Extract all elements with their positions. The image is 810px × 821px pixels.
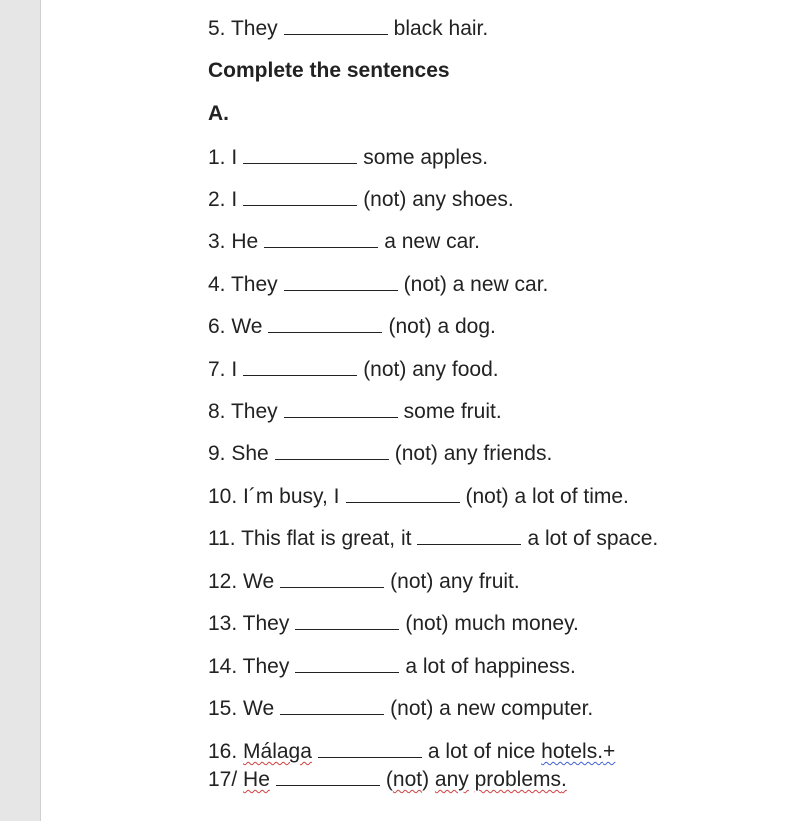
item-text-after: a lot of happiness. xyxy=(405,655,576,678)
answer-blank[interactable] xyxy=(295,654,399,673)
flagged-suffix: + xyxy=(603,740,616,763)
misspelled-word: any xyxy=(434,768,469,791)
item-text-after: a lot of nice xyxy=(427,740,542,763)
misspelled-word: Málaga xyxy=(243,740,312,763)
item-text-after: a lot of space. xyxy=(527,527,659,550)
item-text-after: (not) a dog. xyxy=(388,315,496,338)
item-text-before: 1. I xyxy=(208,146,238,169)
exercise-item xyxy=(208,441,552,466)
item-text-after: (not) any food. xyxy=(363,358,499,381)
item-text-before: 3. He xyxy=(208,230,259,253)
item-text-before: 8. They xyxy=(208,400,278,423)
item-text-before: 7. I xyxy=(208,358,238,381)
exercise-item xyxy=(208,314,496,339)
item-text-after: black hair. xyxy=(393,17,489,40)
answer-blank[interactable] xyxy=(243,145,357,164)
exercise-item xyxy=(208,272,548,297)
exercise-item xyxy=(208,484,629,509)
section-label: A. xyxy=(208,102,229,125)
item-text-after: (not) any shoes. xyxy=(363,188,514,211)
exercise-item-5 xyxy=(208,16,488,41)
item-text: ) xyxy=(422,768,435,791)
item-text-after: (not) a new computer. xyxy=(390,697,594,720)
item-text-after: . xyxy=(561,768,567,791)
item-text-before: 11. This flat is great, it xyxy=(208,527,412,550)
item-text-after: (not) any friends. xyxy=(394,442,553,465)
item-text-before: 9. She xyxy=(208,442,269,465)
exercise-item xyxy=(208,526,658,551)
answer-blank[interactable] xyxy=(280,696,384,715)
exercise-item xyxy=(208,399,502,424)
exercise-item xyxy=(208,569,520,594)
item-text-before: 15. We xyxy=(208,697,275,720)
item-text-before: 2. I xyxy=(208,188,238,211)
answer-blank[interactable] xyxy=(275,441,389,460)
answer-blank[interactable] xyxy=(295,611,399,630)
item-number: 16. xyxy=(208,740,244,763)
flagged-word: hotels. xyxy=(541,740,604,763)
item-text-before: 4. They xyxy=(208,273,278,296)
left-margin xyxy=(0,0,40,821)
answer-blank[interactable] xyxy=(243,187,357,206)
item-text-after: a new car. xyxy=(384,230,480,253)
answer-blank[interactable] xyxy=(243,357,357,376)
item-text-after: (not) much money. xyxy=(405,612,579,635)
item-text-before: 12. We xyxy=(208,570,275,593)
item-text: ( xyxy=(385,768,393,791)
exercise-item xyxy=(208,654,576,679)
item-text-after: some apples. xyxy=(363,146,489,169)
exercise-item xyxy=(208,696,593,721)
item-text-before: 10. I´m busy, I xyxy=(208,485,340,508)
exercise-item xyxy=(208,611,579,636)
item-text-before: 13. They xyxy=(208,612,290,635)
answer-blank[interactable] xyxy=(417,526,521,545)
exercise-item-17 xyxy=(208,767,567,792)
answer-blank[interactable] xyxy=(276,767,380,786)
misspelled-word: He xyxy=(243,768,270,791)
answer-blank[interactable] xyxy=(280,569,384,588)
item-text-after: some fruit. xyxy=(403,400,502,423)
misspelled-word: problems xyxy=(474,768,561,791)
exercise-item xyxy=(208,145,488,170)
exercise-item xyxy=(208,357,499,382)
exercise-item xyxy=(208,187,514,212)
exercise-item xyxy=(208,229,480,254)
misspelled-word: not xyxy=(392,768,423,791)
answer-blank[interactable] xyxy=(264,229,378,248)
item-text-before: 5. They xyxy=(208,17,278,40)
answer-blank[interactable] xyxy=(284,399,398,418)
item-text-after: (not) a lot of time. xyxy=(465,485,629,508)
item-text-after: (not) a new car. xyxy=(403,273,549,296)
item-number: 17/ xyxy=(208,768,244,791)
section-heading: Complete the sentences xyxy=(208,59,450,82)
item-text-after: (not) any fruit. xyxy=(390,570,520,593)
answer-blank[interactable] xyxy=(284,272,398,291)
answer-blank[interactable] xyxy=(318,739,422,758)
answer-blank[interactable] xyxy=(284,16,388,35)
answer-blank[interactable] xyxy=(346,484,460,503)
answer-blank[interactable] xyxy=(268,314,382,333)
exercise-item-16 xyxy=(208,739,615,764)
item-text-before: 14. They xyxy=(208,655,290,678)
item-text-before: 6. We xyxy=(208,315,263,338)
